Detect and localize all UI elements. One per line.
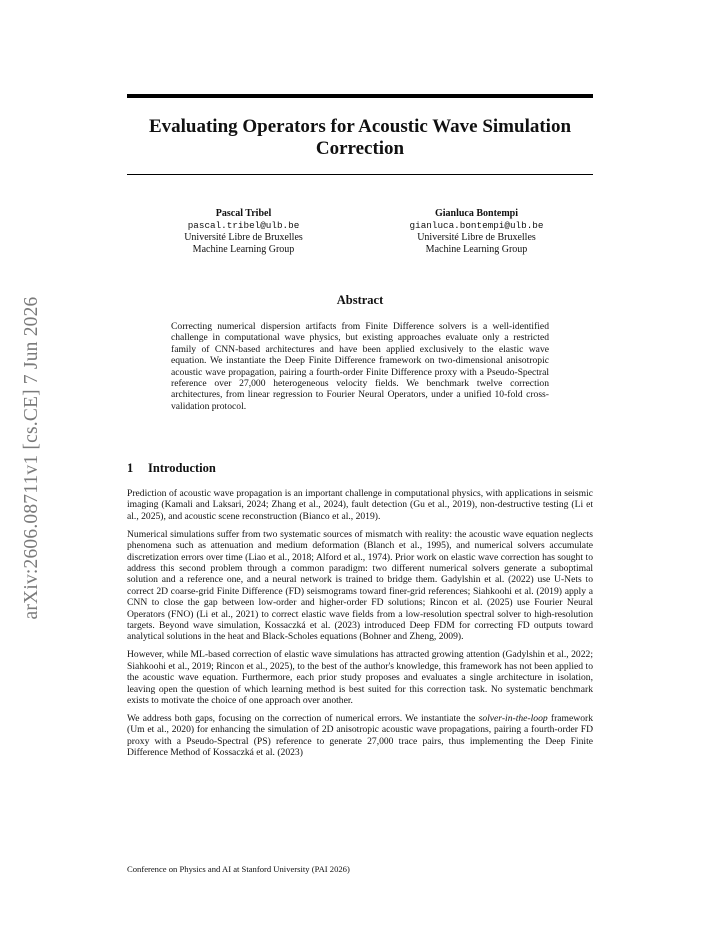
author-block (127, 208, 593, 256)
title-rule-top (127, 94, 593, 98)
author-affiliation: Université Libre de Bruxelles (184, 232, 303, 243)
author-2 (360, 208, 593, 256)
author-email[interactable]: pascal.tribel@ulb.be (187, 220, 300, 231)
body-text (127, 488, 593, 765)
section-number: 1 (127, 461, 134, 475)
author-name: Gianluca Bontempi (434, 208, 519, 219)
arxiv-stamp-text: arXiv:2606.08711v1 [cs.CE] 7 Jun 2026 (21, 296, 42, 620)
paragraph (127, 713, 593, 759)
paragraph: However, while ML-based correction of elastic wave simulations has attracted growing attention (Gadylshin et al., 2022; Siahkoohi et al., 2019; Rincon et al., 2025), to the best of the author's knowledge, this framework has not been applied to the acoustic wave equation. Furthermore, each prior study proposes and evaluates a single architecture in isolation, leaving open the question of which learning method is best suited for this correction task. No systematic benchmark exists to motivate the choice of one approach over another. (127, 649, 593, 706)
section-heading (127, 461, 216, 476)
title-rule-bottom (127, 174, 593, 175)
author-email[interactable]: gianluca.bontempi@ulb.be (409, 220, 544, 231)
arxiv-stamp[interactable] (17, 270, 47, 646)
abstract-text: Correcting numerical dispersion artifacts from Finite Difference solvers is a well-identified challenge in computational wave physics, but existing approaches evaluate only a restricted family of CNN-based architectures and have been applied exclusively to the elastic wave equation. We instantiate the Deep Finite Difference framework on two-dimensional anisotropic acoustic wave propagation, pairing a fourth-order Finite Difference proxy with a Pseudo-Spectral reference over 27,000 heterogeneous velocity fields. We benchmark twelve correction architectures, from linear regression to Fourier Neural Operators, under a unified 10-fold cross-validation protocol. (171, 321, 549, 412)
paragraph-text: framework (Um et al., 2020) for enhancing the simulation of 2D anisotropic acoustic wave propagations, pairing a fourth-order FD proxy with a Pseudo-Spectral (PS) reference to generate 27,000 trace pairs, thus implementing the Deep Finite Difference Method of Kossaczká et al. (2023) (127, 712, 593, 759)
section-title: Introduction (148, 461, 216, 475)
emphasis-text: solver-in-the-loop (478, 712, 548, 724)
paragraph-text: We address both gaps, focusing on the correction of numerical errors. We instantiate the (127, 712, 479, 724)
author-1 (127, 208, 360, 256)
paragraph: Numerical simulations suffer from two systematic sources of mismatch with reality: the acoustic wave equation neglects phenomena such as attenuation and medium deformation (Blanch et al., 1995), and numerical solvers accumulate discretization errors over time (Liao et al., 2018; Alford et al., 1974). Prior work on elastic wave correction has sought to address this second problem through a common paradigm: two different numerical solvers generate a suboptimal solution and a reference one, and a neural network is trained to bridge them. Gadylshin et al. (2022) use U-Nets to correct 2D coarse-grid Finite Difference (FD) seismograms toward finer-grid references; Siahkoohi et al. (2019) apply a CNN to close the gap between low-order and higher-order FD solutions; Rincon et al. (2025) use Fourier Neural Operators (FNO) (Li et al., 2021) to correct elastic wave fields from a low-resolution spectral solver to high-resolution targets. Beyond wave simulation, Kossaczká et al. (2023) introduced Deep FDM for correcting FD outputs toward analytical solutions in the heat and Black-Scholes equations (Bohner and Zheng, 2009). (127, 528, 593, 643)
author-group: Machine Learning Group (425, 244, 528, 255)
footer-venue: Conference on Physics and AI at Stanford University (PAI 2026) (127, 864, 350, 874)
paragraph: Prediction of acoustic wave propagation is an important challenge in computational physics, with applications in seismic imaging (Kamali and Laksari, 2024; Zhang et al., 2024), fault detection (Gu et al., 2019), non-destructive testing (Li et al., 2025), and acoustic scene reconstruction (Bianco et al., 2019). (127, 488, 593, 522)
author-affiliation: Université Libre de Bruxelles (417, 232, 536, 243)
author-name: Pascal Tribel (215, 208, 272, 219)
paper-title: Evaluating Operators for Acoustic Wave Simulation Correction (148, 116, 572, 159)
abstract-heading: Abstract (336, 293, 384, 307)
author-group: Machine Learning Group (192, 244, 295, 255)
